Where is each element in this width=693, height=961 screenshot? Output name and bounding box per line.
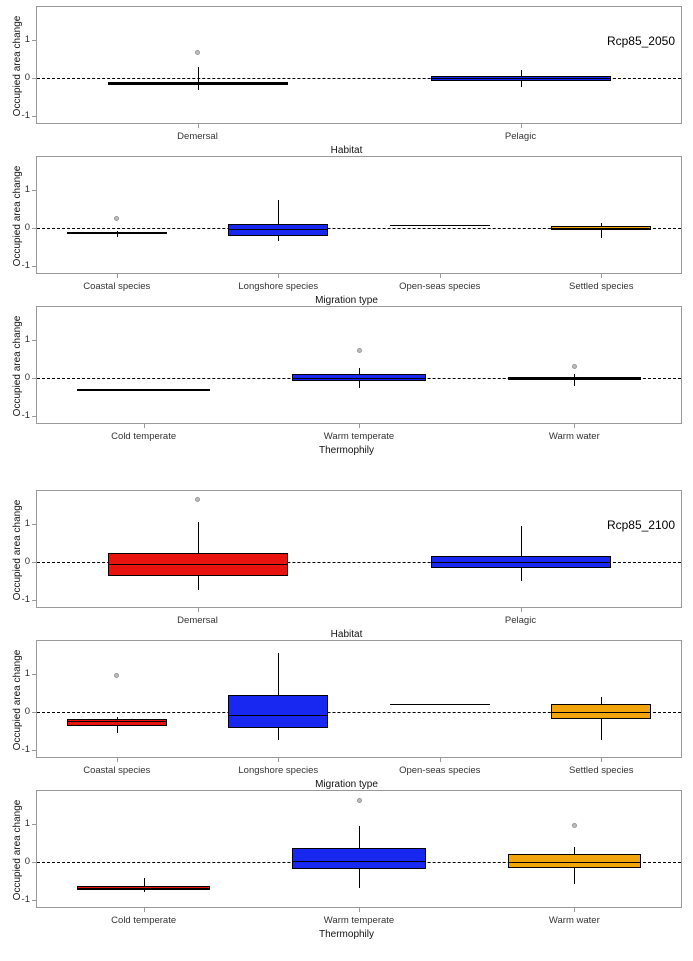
- y-tick-mark: [32, 116, 36, 117]
- outlier-point: [114, 673, 119, 678]
- scenario-label: Rcp85_2100: [606, 518, 675, 532]
- median-line: [67, 721, 167, 722]
- y-tick-mark: [32, 712, 36, 713]
- y-axis-label: Occupied area change: [12, 315, 23, 417]
- median-line: [77, 389, 211, 390]
- x-axis-label: Migration type: [315, 779, 378, 790]
- x-tick-mark: [359, 424, 360, 428]
- y-tick-mark: [32, 228, 36, 229]
- x-tick-mark: [278, 758, 279, 762]
- x-tick-mark: [440, 758, 441, 762]
- median-line: [551, 712, 651, 713]
- box-single-line: [390, 225, 490, 226]
- median-line: [108, 564, 288, 565]
- boxplot-panel-rcp85_2100_thermophily: [0, 790, 693, 942]
- y-tick-label: 1: [24, 184, 30, 196]
- y-tick-label: -1: [21, 744, 30, 756]
- median-line: [77, 888, 211, 889]
- x-tick-label: Demersal: [177, 615, 218, 626]
- x-tick-label: Warm temperate: [323, 915, 395, 926]
- median-line: [508, 378, 642, 379]
- y-axis-label: Occupied area change: [12, 15, 23, 117]
- outlier-point: [195, 497, 200, 502]
- x-tick-mark: [574, 424, 575, 428]
- y-tick-label: 1: [24, 818, 30, 830]
- median-line: [228, 229, 328, 230]
- y-tick-label: -1: [21, 894, 30, 906]
- x-tick-mark: [278, 274, 279, 278]
- box-single-line: [390, 704, 490, 705]
- plot-frame: [36, 640, 682, 758]
- x-tick-label: Settled species: [569, 765, 634, 776]
- y-tick-label: 0: [24, 222, 30, 234]
- x-tick-label: Demersal: [177, 131, 218, 142]
- y-tick-label: -1: [21, 410, 30, 422]
- plot-frame: [36, 306, 682, 424]
- x-tick-label: Coastal species: [83, 765, 151, 776]
- y-tick-mark: [32, 750, 36, 751]
- y-tick-mark: [32, 40, 36, 41]
- y-tick-mark: [32, 824, 36, 825]
- x-tick-mark: [521, 608, 522, 612]
- x-tick-mark: [198, 608, 199, 612]
- x-tick-label: Open-seas species: [399, 765, 481, 776]
- whisker-line: [574, 374, 575, 386]
- y-tick-mark: [32, 600, 36, 601]
- boxplot-panel-rcp85_2050_migration: [0, 156, 693, 308]
- x-tick-mark: [117, 758, 118, 762]
- y-tick-label: 0: [24, 556, 30, 568]
- y-tick-mark: [32, 416, 36, 417]
- y-axis-label: Occupied area change: [12, 649, 23, 751]
- x-tick-mark: [601, 758, 602, 762]
- y-tick-label: -1: [21, 594, 30, 606]
- x-tick-label: Warm water: [548, 431, 600, 442]
- y-axis-label: Occupied area change: [12, 799, 23, 901]
- y-tick-label: 0: [24, 72, 30, 84]
- x-axis-label: Migration type: [315, 295, 378, 306]
- median-line: [108, 83, 288, 84]
- x-tick-mark: [144, 908, 145, 912]
- y-tick-mark: [32, 674, 36, 675]
- outlier-point: [195, 50, 200, 55]
- plot-frame: [36, 156, 682, 274]
- outlier-point: [357, 798, 362, 803]
- outlier-point: [572, 364, 577, 369]
- x-tick-mark: [574, 908, 575, 912]
- x-axis-label: Habitat: [330, 145, 363, 156]
- x-tick-mark: [440, 274, 441, 278]
- x-tick-label: Cold temperate: [111, 431, 177, 442]
- x-tick-mark: [521, 124, 522, 128]
- y-tick-mark: [32, 190, 36, 191]
- whisker-line: [198, 67, 199, 90]
- y-tick-label: -1: [21, 110, 30, 122]
- y-tick-mark: [32, 900, 36, 901]
- x-tick-mark: [117, 274, 118, 278]
- median-line: [67, 233, 167, 234]
- plot-frame: [36, 6, 682, 124]
- x-tick-label: Warm temperate: [323, 431, 395, 442]
- x-tick-label: Warm water: [548, 915, 600, 926]
- median-line: [228, 715, 328, 716]
- median-line: [292, 861, 426, 862]
- y-tick-mark: [32, 862, 36, 863]
- y-axis-label: Occupied area change: [12, 499, 23, 601]
- y-tick-label: 1: [24, 518, 30, 530]
- x-tick-mark: [601, 274, 602, 278]
- x-tick-label: Longshore species: [238, 281, 319, 292]
- boxplot-panel-rcp85_2100_migration: [0, 640, 693, 792]
- y-tick-label: 0: [24, 706, 30, 718]
- plot-frame: [36, 490, 682, 608]
- median-line: [551, 228, 651, 229]
- outlier-point: [357, 348, 362, 353]
- median-line: [508, 862, 642, 863]
- x-tick-mark: [144, 424, 145, 428]
- x-tick-label: Settled species: [569, 281, 634, 292]
- y-tick-label: -1: [21, 260, 30, 272]
- x-tick-label: Open-seas species: [399, 281, 481, 292]
- x-tick-mark: [359, 908, 360, 912]
- y-tick-mark: [32, 78, 36, 79]
- outlier-point: [572, 823, 577, 828]
- median-line: [431, 562, 611, 563]
- y-tick-mark: [32, 524, 36, 525]
- x-tick-mark: [198, 124, 199, 128]
- x-tick-label: Pelagic: [504, 615, 537, 626]
- x-axis-label: Habitat: [330, 629, 363, 640]
- x-tick-label: Pelagic: [504, 131, 537, 142]
- boxplot-panel-rcp85_2050_thermophily: [0, 306, 693, 458]
- boxplot-panel-rcp85_2100_habitat: [0, 490, 693, 642]
- x-tick-label: Coastal species: [83, 281, 151, 292]
- x-tick-label: Cold temperate: [111, 915, 177, 926]
- y-tick-label: 1: [24, 668, 30, 680]
- median-line: [431, 78, 611, 79]
- x-axis-label: Thermophily: [318, 445, 375, 456]
- box-warm-temperate: [292, 848, 426, 869]
- y-axis-label: Occupied area change: [12, 165, 23, 267]
- whisker-line: [521, 526, 522, 580]
- y-tick-label: 0: [24, 372, 30, 384]
- y-tick-label: 1: [24, 34, 30, 46]
- x-tick-label: Longshore species: [238, 765, 319, 776]
- y-tick-mark: [32, 340, 36, 341]
- scenario-label: Rcp85_2050: [606, 34, 675, 48]
- median-line: [292, 378, 426, 379]
- y-tick-mark: [32, 378, 36, 379]
- y-tick-label: 1: [24, 334, 30, 346]
- box-warm-temperate: [292, 374, 426, 381]
- y-tick-mark: [32, 562, 36, 563]
- box-longshore-species: [228, 695, 328, 728]
- y-tick-mark: [32, 266, 36, 267]
- x-axis-label: Thermophily: [318, 929, 375, 940]
- y-tick-label: 0: [24, 856, 30, 868]
- boxplot-panel-rcp85_2050_habitat: [0, 6, 693, 158]
